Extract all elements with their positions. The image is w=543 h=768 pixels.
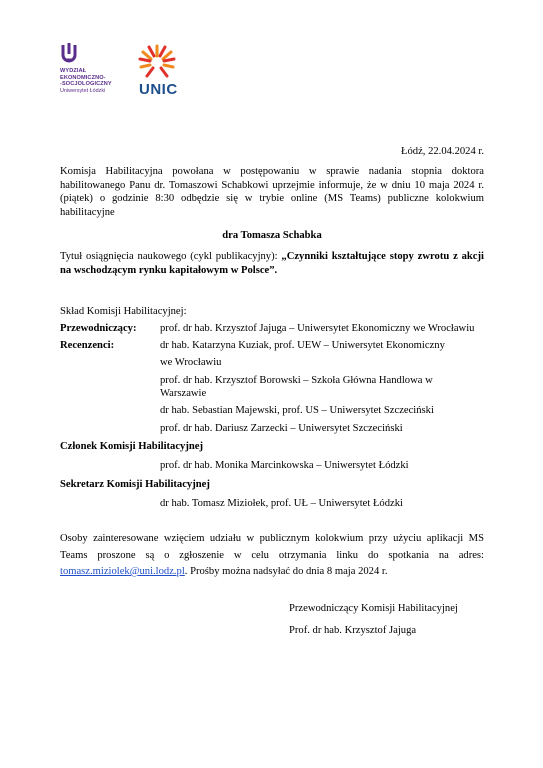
university-logo	[60, 43, 140, 95]
closing-tail: . Prośby można nadsyłać do dnia 8 maja 2024 r.	[184, 566, 388, 577]
university-name: Uniwersytet Łódzki	[60, 87, 106, 94]
closing-line: Osoby zainteresowane wzięciem udziału w publicznym kolokwium przy użyciu aplikacji MS	[60, 533, 484, 544]
reviewer-line: prof. dr hab. Dariusz Zarzecki – Uniwersytet Szczeciński	[160, 423, 403, 434]
member-value: prof. dr hab. Monika Marcinkowska – Uniwersytet Łódzki	[160, 460, 409, 471]
faculty-line-1: WYDZIAŁ	[60, 68, 87, 74]
achievement-title	[60, 250, 484, 277]
candidate-name: dra Tomasza Schabka	[222, 230, 322, 241]
title-prefix: Tytuł osiągnięcia naukowego (cykl publikacyjny):	[60, 251, 282, 262]
signature-role: Przewodniczący Komisji Habilitacyjnej	[289, 603, 458, 614]
intro-paragraph	[60, 165, 484, 220]
intro-line: habilitowanego Panu dr. Tomaszowi Schabkowi uprzejmie informuje, że w dniu 10 maja 2024 r.	[60, 179, 484, 191]
closing-paragraph	[60, 531, 484, 581]
letter-date: Łódź, 22.04.2024 r.	[401, 146, 484, 157]
title-bold-1: „Czynniki kształtujące stopy zwrotu z akcji	[281, 251, 484, 262]
unic-sunburst-icon	[133, 44, 181, 80]
intro-line: (piątek) o godzinie 8:30 odbędzie się w trybie online (MS Teams) publiczne kolokwium	[60, 193, 484, 205]
email-link[interactable]: tomasz.miziolek@uni.lodz.pl	[60, 566, 185, 577]
secretary-value: dr hab. Tomasz Miziołek, prof. UŁ – Uniwersytet Łódzki	[160, 498, 403, 509]
reviewer-line: we Wrocławiu	[160, 357, 222, 368]
secretary-label: Sekretarz Komisji Habilitacyjnej	[60, 479, 210, 490]
intro-line: habilitacyjne	[60, 207, 115, 219]
faculty-line-2: EKONOMICZNO-	[60, 74, 106, 81]
reviewer-line: Warszawie	[160, 388, 207, 399]
member-label: Członek Komisji Habilitacyjnej	[60, 441, 204, 452]
reviewer-line: prof. dr hab. Krzysztof Borowski – Szkoła Główna Handlowa w	[160, 375, 433, 386]
closing-line: Teams proszone są o zgłoszenie w celu otrzymania linku do spotkania na adres:	[60, 549, 484, 561]
reviewer-line: dr hab. Sebastian Majewski, prof. US – Uniwersytet Szczeciński	[160, 405, 434, 416]
signature-name: Prof. dr hab. Krzysztof Jajuga	[289, 625, 417, 636]
reviewer-line: dr hab. Katarzyna Kuziak, prof. UEW – Uniwersytet Ekonomiczny	[160, 340, 445, 351]
faculty-line-3: -SOCJOLOGICZNY	[60, 81, 112, 88]
title-bold-2: na wschodzącym rynku kapitałowym w Polsce”.	[60, 264, 278, 276]
unic-wordmark: UNIC	[139, 81, 178, 98]
intro-line: Komisja Habilitacyjna powołana w postępowaniu w sprawie nadania stopnia doktora	[60, 166, 484, 177]
ul-logo-icon	[60, 43, 78, 65]
chair-label: Przewodniczący:	[60, 323, 137, 334]
chair-value: prof. dr hab. Krzysztof Jajuga – Uniwersytet Ekonomiczny we Wrocławiu	[160, 323, 475, 334]
reviewers-label: Recenzenci:	[60, 340, 115, 351]
committee-heading: Skład Komisji Habilitacyjnej:	[60, 306, 187, 317]
